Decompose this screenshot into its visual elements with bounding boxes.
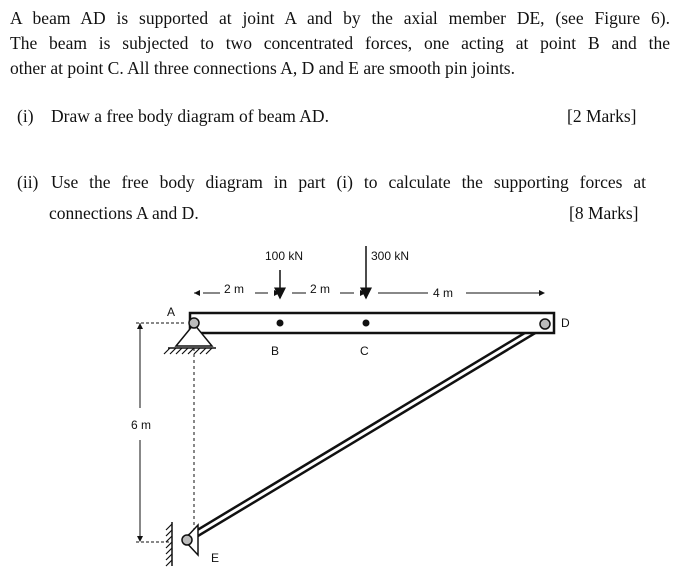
- point-e-label: E: [211, 551, 220, 565]
- point-a-label: A: [167, 305, 176, 319]
- beam-figure: [0, 240, 678, 574]
- part-ii-marks: [8 Marks]: [569, 203, 639, 223]
- part-i-label: (i): [17, 106, 34, 126]
- intro-line-1: A beam AD is supported at joint A and by the axial member DE, (see Figure 6).: [10, 8, 670, 28]
- question-intro: [10, 6, 670, 81]
- point-b-marker: [277, 320, 284, 327]
- point-b-label: B: [271, 344, 280, 358]
- vertical-dimension: [136, 323, 186, 542]
- horizontal-dimension: [194, 290, 545, 296]
- intro-line-3: other at point C. All three connections A, D and E are smooth pin joints.: [10, 58, 515, 78]
- part-ii-label: (ii): [17, 172, 39, 192]
- point-c-marker: [363, 320, 370, 327]
- load-c-label: 300 kN: [371, 249, 410, 263]
- beam-ad: [190, 313, 554, 333]
- part-i-marks: [2 Marks]: [567, 106, 637, 126]
- point-d-label: D: [561, 316, 570, 330]
- intro-line-2: The beam is subjected to two concentrated forces, one acting at point B and the: [10, 33, 670, 53]
- point-c-label: C: [360, 344, 369, 358]
- part-ii-line-2: connections A and D.: [49, 203, 199, 223]
- pin-d: [540, 319, 550, 329]
- pin-support-e: [166, 522, 198, 566]
- dim-cd-label: 4 m: [433, 286, 454, 300]
- dim-bc-label: 2 m: [310, 282, 331, 296]
- dim-ab-label: 2 m: [224, 282, 245, 296]
- dim-height-label: 6 m: [131, 418, 152, 432]
- load-b-label: 100 kN: [265, 249, 304, 263]
- part-ii-line-1: Use the free body diagram in part (i) to calculate the supporting forces at: [51, 172, 646, 192]
- part-i-text: Draw a free body diagram of beam AD.: [51, 106, 329, 126]
